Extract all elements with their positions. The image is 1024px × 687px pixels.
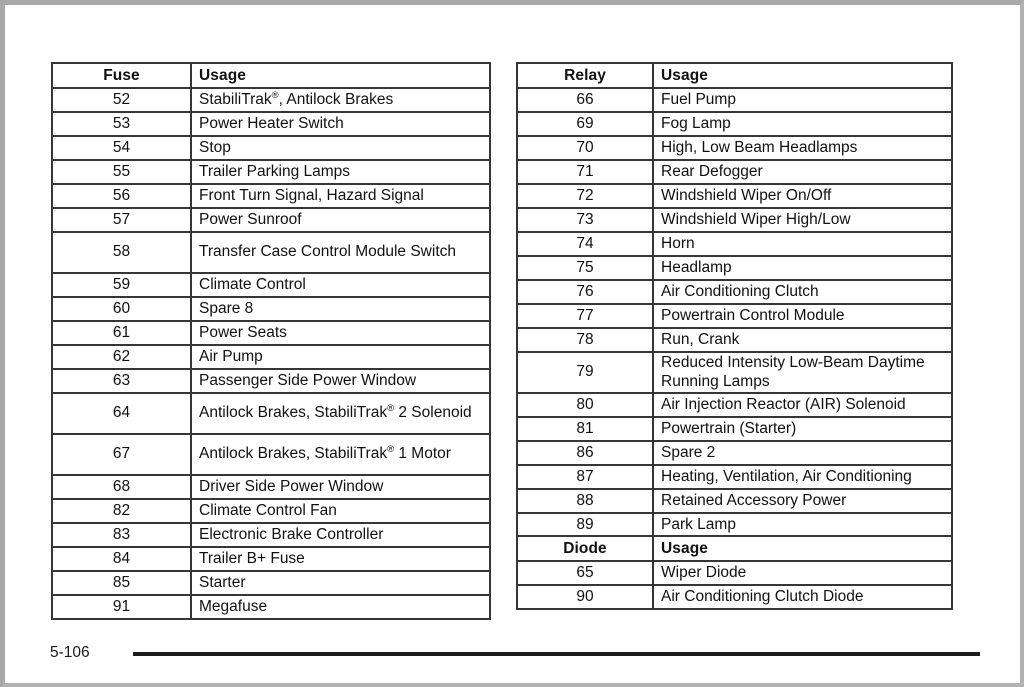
cell-id: 73 [517, 208, 653, 232]
cell-id: 83 [52, 523, 191, 547]
fuse-table [51, 62, 491, 620]
table-row [517, 280, 952, 304]
cell-id: 64 [52, 393, 191, 434]
cell-usage: Passenger Side Power Window [191, 369, 490, 393]
cell-id: 80 [517, 393, 653, 417]
cell-id: 67 [52, 434, 191, 475]
cell-id: 81 [517, 417, 653, 441]
cell-usage: Park Lamp [653, 513, 952, 537]
cell-usage: Antilock Brakes, StabiliTrak® 1 Motor [191, 434, 490, 475]
diode-table-head [517, 536, 952, 561]
cell-usage: Powertrain (Starter) [653, 417, 952, 441]
table-row [52, 273, 490, 297]
table-row [52, 571, 490, 595]
registered-trademark-icon: ® [387, 403, 395, 415]
table-row [517, 441, 952, 465]
cell-id: 78 [517, 328, 653, 352]
cell-usage: Heating, Ventilation, Air Conditioning [653, 465, 952, 489]
cell-usage: Antilock Brakes, StabiliTrak® 2 Solenoid [191, 393, 490, 434]
cell-id: 57 [52, 208, 191, 232]
column-header-relay: Relay [517, 63, 653, 88]
table-row [517, 417, 952, 441]
table-row [52, 136, 490, 160]
cell-id: 60 [52, 297, 191, 321]
cell-id: 74 [517, 232, 653, 256]
cell-id: 87 [517, 465, 653, 489]
table-row [52, 160, 490, 184]
cell-id: 62 [52, 345, 191, 369]
cell-id: 90 [517, 585, 653, 609]
cell-usage: Air Pump [191, 345, 490, 369]
cell-id: 71 [517, 160, 653, 184]
cell-usage: Spare 8 [191, 297, 490, 321]
table-row [52, 208, 490, 232]
cell-usage: Run, Crank [653, 328, 952, 352]
relay-table-head [517, 63, 952, 88]
table-row [517, 393, 952, 417]
fuse-table-body [52, 88, 490, 619]
cell-id: 70 [517, 136, 653, 160]
table-row [52, 393, 490, 434]
table-row [517, 112, 952, 136]
table-row [52, 345, 490, 369]
cell-id: 63 [52, 369, 191, 393]
table-row [517, 136, 952, 160]
cell-id: 91 [52, 595, 191, 619]
cell-usage: StabiliTrak®, Antilock Brakes [191, 88, 490, 112]
cell-usage: Climate Control Fan [191, 499, 490, 523]
cell-id: 53 [52, 112, 191, 136]
table-row [52, 184, 490, 208]
cell-usage: Horn [653, 232, 952, 256]
cell-usage: Rear Defogger [653, 160, 952, 184]
relay-table [516, 62, 953, 538]
cell-usage: Air Injection Reactor (AIR) Solenoid [653, 393, 952, 417]
cell-id: 89 [517, 513, 653, 537]
table-row [517, 513, 952, 537]
table-row [52, 499, 490, 523]
cell-id: 79 [517, 352, 653, 393]
table-header-row [517, 63, 952, 88]
page-sheet [5, 5, 1020, 683]
table-row [52, 595, 490, 619]
column-header-fuse: Fuse [52, 63, 191, 88]
table-row [517, 328, 952, 352]
table-row [52, 369, 490, 393]
diode-table-body [517, 561, 952, 609]
diode-table [516, 535, 953, 610]
cell-id: 68 [52, 475, 191, 499]
cell-usage: Fuel Pump [653, 88, 952, 112]
cell-usage: Fog Lamp [653, 112, 952, 136]
table-row [52, 547, 490, 571]
table-row [52, 475, 490, 499]
cell-id: 55 [52, 160, 191, 184]
cell-usage: Trailer Parking Lamps [191, 160, 490, 184]
cell-usage: Climate Control [191, 273, 490, 297]
cell-id: 69 [517, 112, 653, 136]
cell-usage: Power Heater Switch [191, 112, 490, 136]
cell-id: 72 [517, 184, 653, 208]
cell-id: 58 [52, 232, 191, 273]
table-row [517, 352, 952, 393]
cell-usage: Trailer B+ Fuse [191, 547, 490, 571]
cell-id: 88 [517, 489, 653, 513]
cell-id: 77 [517, 304, 653, 328]
table-row [517, 561, 952, 585]
cell-usage: Wiper Diode [653, 561, 952, 585]
cell-usage: Power Seats [191, 321, 490, 345]
cell-id: 85 [52, 571, 191, 595]
table-row [517, 465, 952, 489]
registered-trademark-icon: ® [271, 89, 279, 101]
cell-usage: Air Conditioning Clutch Diode [653, 585, 952, 609]
cell-usage: Megafuse [191, 595, 490, 619]
cell-usage: Starter [191, 571, 490, 595]
cell-id: 82 [52, 499, 191, 523]
column-header-usage: Usage [653, 536, 952, 561]
cell-id: 56 [52, 184, 191, 208]
table-row [52, 297, 490, 321]
cell-usage: Electronic Brake Controller [191, 523, 490, 547]
column-header-usage: Usage [653, 63, 952, 88]
cell-usage: Driver Side Power Window [191, 475, 490, 499]
footer-page-number: 5-106 [50, 644, 90, 661]
footer-rule [133, 652, 980, 656]
table-row [52, 112, 490, 136]
table-row [517, 585, 952, 609]
cell-id: 86 [517, 441, 653, 465]
cell-id: 76 [517, 280, 653, 304]
table-row [517, 304, 952, 328]
fuse-table-head [52, 63, 490, 88]
cell-id: 75 [517, 256, 653, 280]
table-row [52, 523, 490, 547]
cell-id: 59 [52, 273, 191, 297]
cell-id: 65 [517, 561, 653, 585]
table-row [517, 489, 952, 513]
table-row [52, 232, 490, 273]
table-row [517, 232, 952, 256]
cell-usage: Power Sunroof [191, 208, 490, 232]
cell-usage: Headlamp [653, 256, 952, 280]
cell-usage: Powertrain Control Module [653, 304, 952, 328]
table-header-row [517, 536, 952, 561]
table-row [52, 321, 490, 345]
table-row [517, 88, 952, 112]
table-row [517, 256, 952, 280]
cell-usage: Spare 2 [653, 441, 952, 465]
cell-usage: Retained Accessory Power [653, 489, 952, 513]
cell-usage: Windshield Wiper On/Off [653, 184, 952, 208]
cell-usage: Reduced Intensity Low-Beam Daytime Running Lamps [653, 352, 952, 393]
table-row [517, 160, 952, 184]
cell-usage: Transfer Case Control Module Switch [191, 232, 490, 273]
page-footer [5, 637, 1020, 677]
table-row [52, 88, 490, 112]
cell-id: 54 [52, 136, 191, 160]
cell-usage: High, Low Beam Headlamps [653, 136, 952, 160]
table-row [517, 208, 952, 232]
cell-usage: Air Conditioning Clutch [653, 280, 952, 304]
cell-id: 52 [52, 88, 191, 112]
table-row [52, 434, 490, 475]
table-row [517, 184, 952, 208]
cell-usage: Front Turn Signal, Hazard Signal [191, 184, 490, 208]
registered-trademark-icon: ® [387, 444, 395, 456]
cell-id: 66 [517, 88, 653, 112]
table-header-row [52, 63, 490, 88]
cell-id: 61 [52, 321, 191, 345]
cell-usage: Stop [191, 136, 490, 160]
relay-table-body [517, 88, 952, 537]
column-header-diode: Diode [517, 536, 653, 561]
cell-id: 84 [52, 547, 191, 571]
cell-usage: Windshield Wiper High/Low [653, 208, 952, 232]
column-header-usage: Usage [191, 63, 490, 88]
